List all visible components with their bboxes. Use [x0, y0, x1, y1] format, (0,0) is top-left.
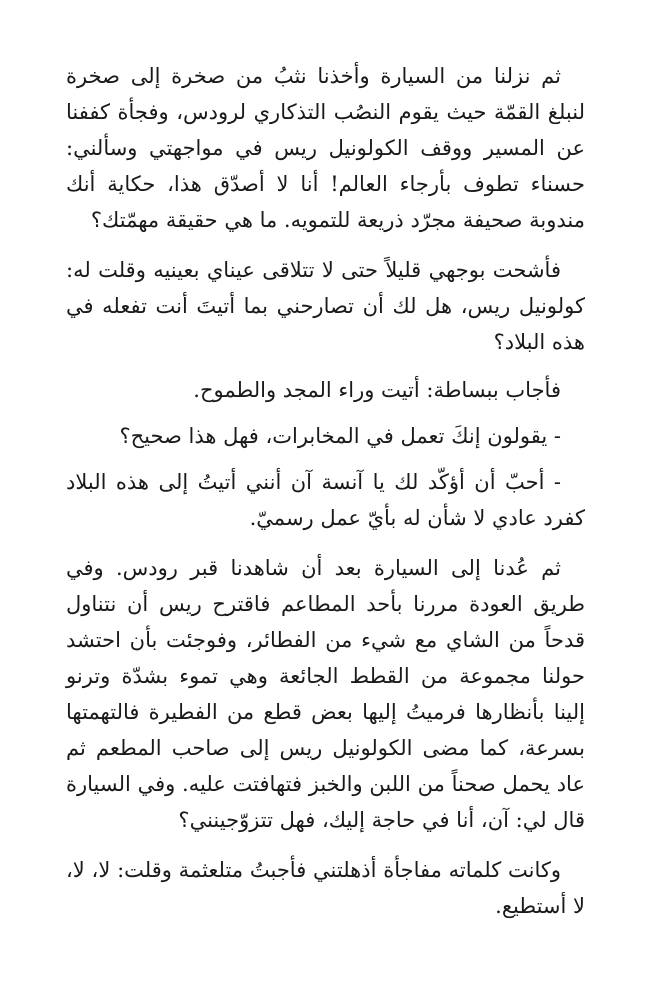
paragraph-reply-question: فأشحت بوجهي قليلاً حتى لا تتلاقى عيناي بعينيه وقلت له: كولونيل ريس، هل لك أن تصارحني بما أتيتَ أنت تفعله في هذه البلاد؟ [66, 258, 585, 354]
paragraph-refusal: وكانت كلماته مفاجأة أذهلتني فأجبتُ متلعثمة وقلت: لا، لا، لا أستطيع. [66, 858, 585, 918]
paragraph-simple-answer: فأجاب ببساطة: أتيت وراء المجد والطموح. [193, 378, 561, 402]
paragraph-restaurant: ثم عُدنا إلى السيارة بعد أن شاهدنا قبر رودس. وفي طريق العودة مررنا بأحد المطاعم فاقترح ريس أن نتناول قدحاً من الشاي مع شيء من الفطائر، وفوجئت بأن احتشد حولنا مجموعة من القطط الجائعة وهي تموء بشدّة وترنو إلينا بأنظارها فرميتُ إليها بعض قطع من الفطيرة فالتهمتها بسرعة، كما مضى الكولونيل ريس إلى صاحب المطعم ثم عاد يحمل صحناً من اللبن والخبز فتهافتت عليه. وفي السيارة قال لي: آن، أنا في حاجة إليك، فهل تتزوّجينني؟ [66, 556, 585, 832]
paragraph-ascent: ثم نزلنا من السيارة وأخذنا نثبُ من صخرة إلى صخرة لنبلغ القمّة حيث يقوم النصُب التذكاري لرودس، وفجأة كففنا عن المسير ووقف الكولونيل ريس في مواجهتي وسألني: حسناء تطوف بأرجاء العالم! أنا لا أصدّق هذا، حكاية أنك مندوبة صحيفة مجرّد ذريعة للتمويه. ما هي حقيقة مهمّتك؟ [66, 64, 585, 232]
dialogue-line-assurance: - أحبّ أن أؤكّد لك يا آنسة آن أنني أتيتُ إلى هذه البلاد كفرد عادي لا شأن له بأيّ عمل رسميّ. [66, 470, 585, 530]
dialogue-line-intelligence: - يقولون إنكَ تعمل في المخابرات، فهل هذا صحيح؟ [119, 424, 561, 448]
